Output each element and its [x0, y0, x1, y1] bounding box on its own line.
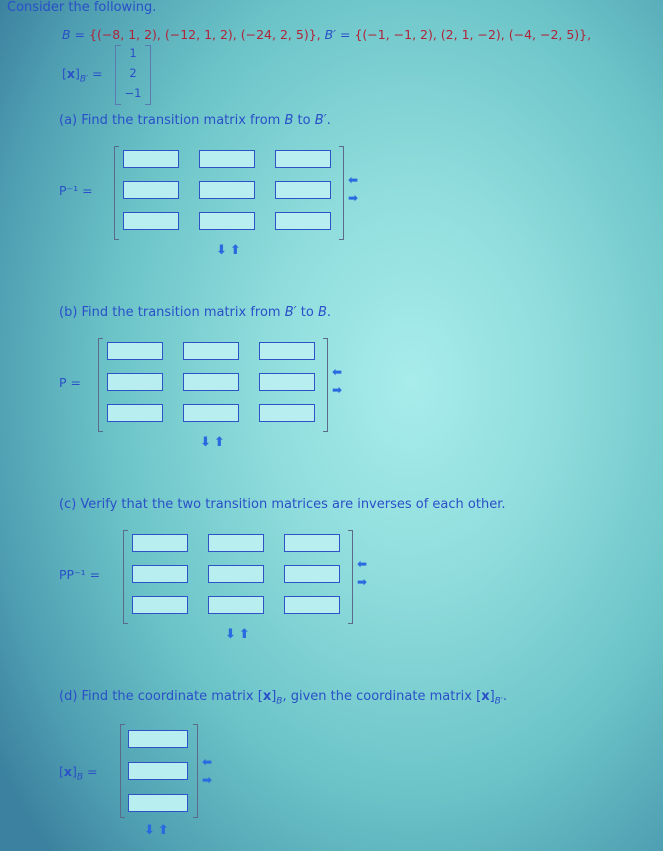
P-cell-2-2[interactable]	[183, 373, 239, 391]
matrix-P	[98, 338, 328, 430]
P-cell-2-3[interactable]	[259, 373, 315, 391]
P-add-row-arrow-icon[interactable]: ⬇	[200, 435, 214, 450]
xB-row-arrows	[144, 823, 172, 838]
PPinv-cell-3-3[interactable]	[284, 596, 340, 614]
Pinv-cell-1-2[interactable]	[199, 150, 255, 168]
xBp-entry-2: 2	[129, 66, 137, 80]
basis-Bp-set: {(−1, −1, 2), (2, 1, −2), (−4, −2, 5)},	[354, 27, 592, 42]
PPinv-cell-3-1[interactable]	[132, 596, 188, 614]
part-d-question: (d) Find the coordinate matrix $[x]_B$, given the coordinate matrix $[x]_{B'}$.	[59, 689, 508, 707]
matrix-xB	[120, 724, 198, 816]
P-cell-3-3[interactable]	[259, 404, 315, 422]
Pinv-cell-1-3[interactable]	[275, 150, 331, 168]
part-c-label: PP⁻¹ =	[59, 567, 101, 582]
P-remove-column-arrow-icon[interactable]: ⬅	[332, 365, 343, 379]
xB-cell-2[interactable]	[128, 762, 188, 780]
Pinv-cell-3-1[interactable]	[123, 212, 179, 230]
basis-B-set: {(−8, 1, 2), (−12, 1, 2), (−24, 2, 5)},	[89, 27, 321, 42]
basis-B-label: B	[62, 27, 71, 42]
xB-cell-3[interactable]	[128, 794, 188, 812]
P-cell-1-3[interactable]	[259, 342, 315, 360]
PPinv-cell-2-3[interactable]	[284, 565, 340, 583]
xB-add-column-arrow-icon[interactable]: ➡	[202, 773, 213, 787]
P-cell-1-2[interactable]	[183, 342, 239, 360]
basis-Bp-label: B′	[324, 27, 337, 42]
xBp-vector	[115, 45, 151, 103]
PPinv-add-row-arrow-icon[interactable]: ⬇	[225, 627, 239, 642]
P-cell-2-1[interactable]	[107, 373, 163, 391]
Pinv-cell-2-1[interactable]	[123, 181, 179, 199]
matrix-PPinv	[123, 530, 353, 622]
P-cell-3-2[interactable]	[183, 404, 239, 422]
xB-cell-1[interactable]	[128, 730, 188, 748]
intro-text: Consider the following.	[7, 0, 157, 15]
PPinv-add-column-arrow-icon[interactable]: ➡	[357, 575, 368, 589]
part-b-label: P =	[59, 375, 81, 390]
Pinv-remove-row-arrow-icon[interactable]: ⬆	[229, 243, 244, 258]
part-a-label: P⁻¹ =	[59, 183, 93, 198]
PPinv-remove-row-arrow-icon[interactable]: ⬆	[238, 627, 253, 642]
xBp-entry-3: −1	[124, 86, 142, 100]
PPinv-cell-1-1[interactable]	[132, 534, 188, 552]
PPinv-remove-column-arrow-icon[interactable]: ⬅	[357, 557, 368, 571]
P-cell-3-1[interactable]	[107, 404, 163, 422]
xBp-label: $[x]_{B'}$ =	[62, 66, 103, 85]
part-a-question: (a) Find the transition matrix from B to B′.	[59, 113, 331, 128]
Pinv-add-column-arrow-icon[interactable]: ➡	[348, 191, 359, 205]
part-c-question: (c) Verify that the two transition matrices are inverses of each other.	[59, 497, 506, 512]
part-d-label: $[x]_B$ =	[59, 764, 98, 783]
Pinv-row-arrows	[216, 243, 244, 258]
Pinv-cell-3-3[interactable]	[275, 212, 331, 230]
xB-remove-column-arrow-icon[interactable]: ⬅	[202, 755, 213, 769]
basis-definitions: B = {(−8, 1, 2), (−12, 1, 2), (−24, 2, 5)}, B′ = {(−1, −1, 2), (2, 1, −2), (−4, −2, 5)},	[62, 27, 592, 42]
PPinv-cell-1-3[interactable]	[284, 534, 340, 552]
Pinv-cell-2-2[interactable]	[199, 181, 255, 199]
PPinv-cell-1-2[interactable]	[208, 534, 264, 552]
Pinv-add-row-arrow-icon[interactable]: ⬇	[216, 243, 230, 258]
PPinv-cell-2-1[interactable]	[132, 565, 188, 583]
Pinv-cell-2-3[interactable]	[275, 181, 331, 199]
matrix-Pinv	[114, 146, 344, 238]
part-b-question: (b) Find the transition matrix from B′ to B.	[59, 305, 331, 320]
PPinv-cell-3-2[interactable]	[208, 596, 264, 614]
xB-add-row-arrow-icon[interactable]: ⬇	[144, 823, 158, 838]
Pinv-remove-column-arrow-icon[interactable]: ⬅	[348, 173, 359, 187]
Pinv-cell-1-1[interactable]	[123, 150, 179, 168]
P-remove-row-arrow-icon[interactable]: ⬆	[213, 435, 228, 450]
P-row-arrows	[200, 435, 228, 450]
Pinv-cell-3-2[interactable]	[199, 212, 255, 230]
xB-remove-row-arrow-icon[interactable]: ⬆	[157, 823, 172, 838]
xBp-entry-1: 1	[129, 46, 137, 60]
PPinv-row-arrows	[225, 627, 253, 642]
P-cell-1-1[interactable]	[107, 342, 163, 360]
PPinv-cell-2-2[interactable]	[208, 565, 264, 583]
P-add-column-arrow-icon[interactable]: ➡	[332, 383, 343, 397]
